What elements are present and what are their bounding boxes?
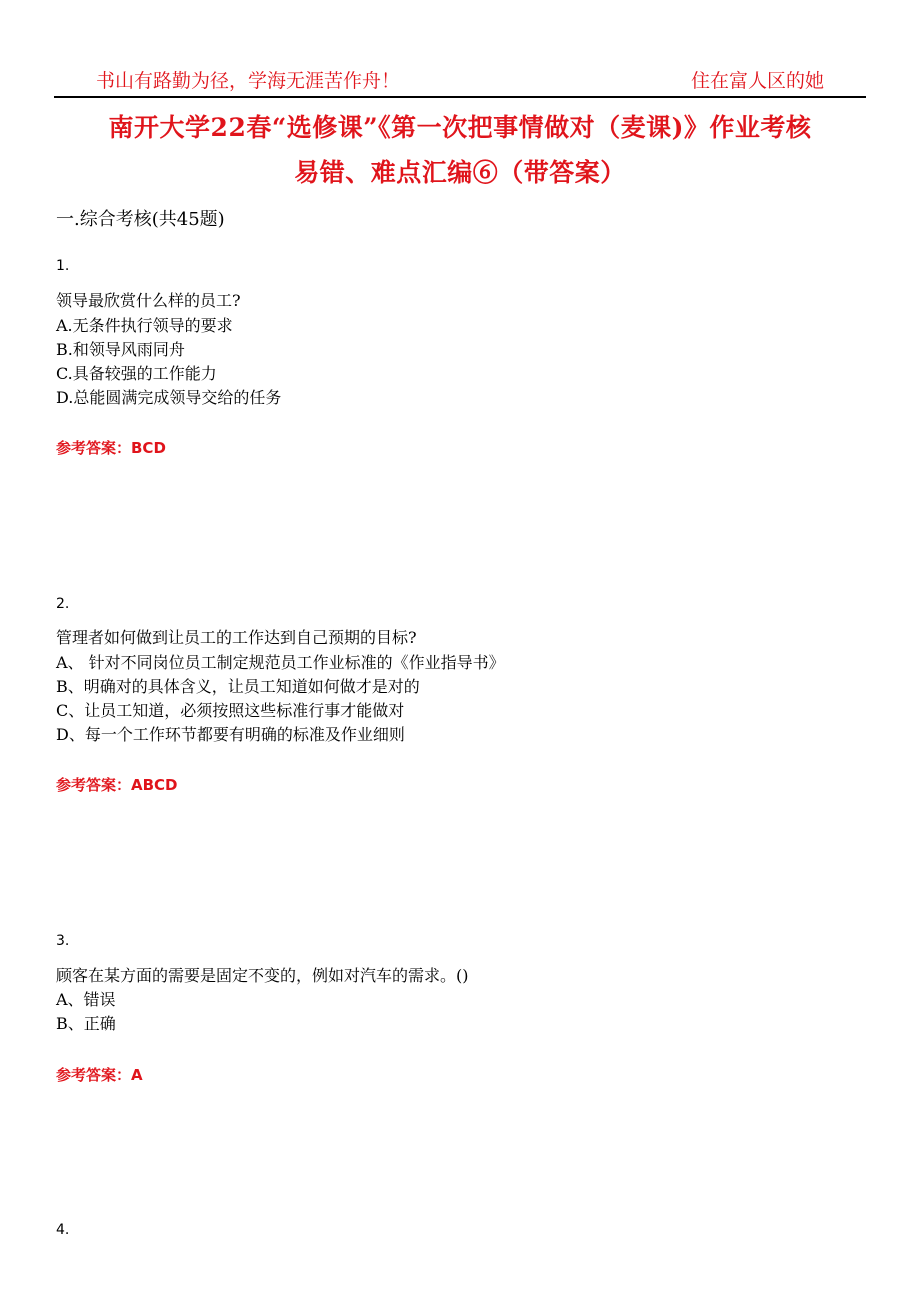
question-3-option-a: A、错误 (56, 990, 116, 1009)
question-1-option-d: D.总能圆满完成领导交给的任务 (56, 388, 282, 407)
question-1-option-a: A.无条件执行领导的要求 (56, 316, 233, 335)
document-title-line-1: 南开大学22春“选修课”《第一次把事情做对（麦课)》作业考核 (108, 113, 812, 142)
question-2-text: 管理者如何做到让员工的工作达到自己预期的目标? (56, 628, 417, 647)
question-2-number: 2. (56, 596, 70, 612)
question-3-option-b: B、正确 (56, 1014, 116, 1033)
question-2-option-d: D、每一个工作环节都要有明确的标准及作业细则 (56, 725, 405, 744)
question-4-number: 4. (56, 1222, 70, 1238)
question-2-answer: 参考答案：ABCD (56, 776, 178, 794)
question-1-answer: 参考答案：BCD (56, 439, 166, 457)
question-2-option-c: C、让员工知道，必须按照这些标准行事才能做对 (56, 701, 405, 720)
question-1-option-c: C.具备较强的工作能力 (56, 364, 217, 383)
question-3-number: 3. (56, 933, 70, 949)
question-1-option-b: B.和领导风雨同舟 (56, 340, 185, 359)
question-2-option-a: A、 针对不同岗位员工制定规范员工作业标准的《作业指导书》 (56, 653, 505, 672)
header-author: 住在富人区的她 (690, 70, 824, 92)
question-1-number: 1. (56, 258, 70, 274)
page-header (54, 66, 866, 98)
document-title-line-2: 易错、难点汇编⑥（带答案） (294, 158, 626, 187)
question-3-answer: 参考答案：A (56, 1066, 143, 1084)
section-heading: 一.综合考核(共45题) (56, 209, 225, 230)
header-motto: 书山有路勤为径，学海无涯苦作舟！ (96, 70, 401, 92)
question-1-text: 领导最欣赏什么样的员工? (56, 291, 241, 310)
question-3-text: 顾客在某方面的需要是固定不变的，例如对汽车的需求。() (56, 966, 469, 985)
question-2-option-b: B、明确对的具体含义，让员工知道如何做才是对的 (56, 677, 420, 696)
